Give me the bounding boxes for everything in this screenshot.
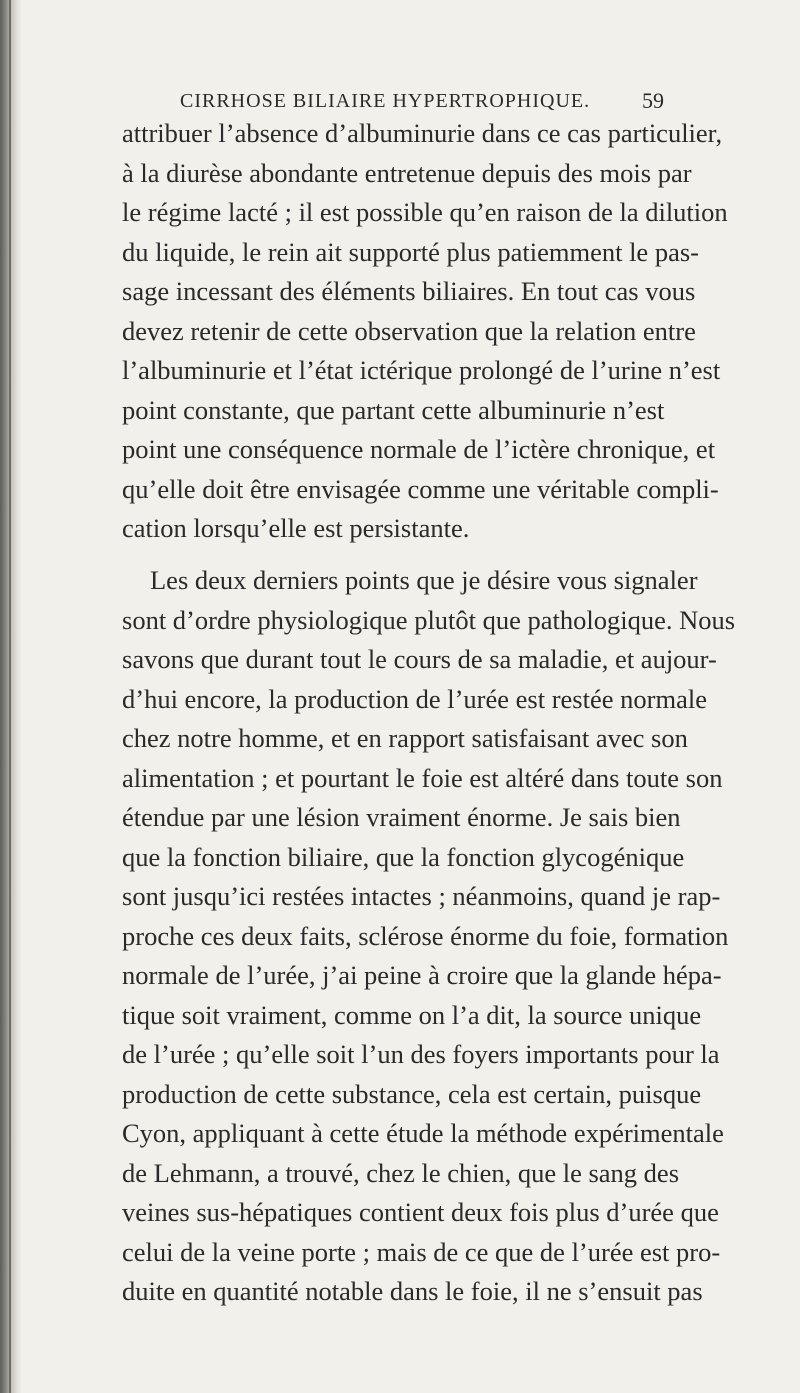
text-line: tique soit vraiment, comme on l’a dit, la source unique bbox=[122, 999, 702, 1030]
running-header: CIRRHOSE BILIAIRE HYPERTROPHIQUE. bbox=[180, 90, 591, 112]
book-gutter-line bbox=[9, 0, 11, 1393]
text-line: Les deux derniers points que je désire vous signaler bbox=[150, 565, 698, 595]
text-line: point constante, que partant cette albuminurie n’est bbox=[122, 394, 665, 425]
text-line: celui de la veine porte ; mais de ce que de l’urée est pro- bbox=[122, 1236, 721, 1267]
text-line: Cyon, appliquant à cette étude la méthode expérimentale bbox=[122, 1118, 724, 1148]
text-line: savons que durant tout le cours de sa maladie, et aujour- bbox=[122, 644, 717, 674]
text-line: normale de l’urée, j’ai peine à croire que la glande hépa- bbox=[122, 960, 722, 990]
text-line: l’albuminurie et l’état ictérique prolongé de l’urine n’est bbox=[122, 355, 721, 385]
text-line: proche ces deux faits, sclérose énorme du foie, formation bbox=[122, 920, 729, 951]
text-line: production de cette substance, cela est certain, puisque bbox=[122, 1078, 702, 1109]
text-line: point une conséquence normale de l’ictère chronique, et bbox=[122, 434, 716, 464]
page-number: 59 bbox=[642, 88, 664, 113]
text-line: d’hui encore, la production de l’urée est restée normale bbox=[122, 683, 707, 714]
text-line: sont jusqu’ici restées intactes ; néanmoins, quand je rap- bbox=[122, 881, 721, 911]
text-line: alimentation ; et pourtant le foie est altéré dans toute son bbox=[122, 762, 723, 793]
text-line: attribuer l’absence d’albuminurie dans ce cas particulier, bbox=[122, 118, 723, 148]
text-line: du liquide, le rein ait supporté plus patiemment le pas- bbox=[122, 236, 699, 267]
text-line: sage incessant des éléments biliaires. En tout cas vous bbox=[122, 276, 696, 306]
paragraph-1 bbox=[122, 114, 728, 549]
text-line: chez notre homme, et en rapport satisfaisant avec son bbox=[122, 723, 688, 753]
text-line: de Lehmann, a trouvé, chez le chien, que le sang des bbox=[122, 1157, 680, 1188]
text-line: veines sus-hépatiques contient deux fois plus d’urée que bbox=[122, 1197, 719, 1227]
paragraph-2 bbox=[122, 561, 736, 1312]
text-line: duite en quantité notable dans le foie, il ne s’ensuit pas bbox=[122, 1276, 703, 1306]
text-line: le régime lacté ; il est possible qu’en raison de la dilution bbox=[122, 197, 728, 227]
text-line: étendue par une lésion vraiment énorme. Je sais bien bbox=[122, 802, 681, 832]
text-line: sont d’ordre physiologique plutôt que pathologique. Nous bbox=[122, 604, 736, 635]
text-line: devez retenir de cette observation que la relation entre bbox=[122, 315, 696, 346]
book-spine-shadow bbox=[0, 0, 22, 1393]
text-line: à la diurèse abondante entretenue depuis des mois par bbox=[122, 157, 692, 188]
text-line: cation lorsqu’elle est persistante. bbox=[122, 513, 470, 543]
text-line: de l’urée ; qu’elle soit l’un des foyers importants pour la bbox=[122, 1039, 720, 1069]
text-line: que la fonction biliaire, que la fonction glycogénique bbox=[122, 841, 685, 872]
text-line: qu’elle doit être envisagée comme une véritable compli- bbox=[122, 473, 719, 504]
